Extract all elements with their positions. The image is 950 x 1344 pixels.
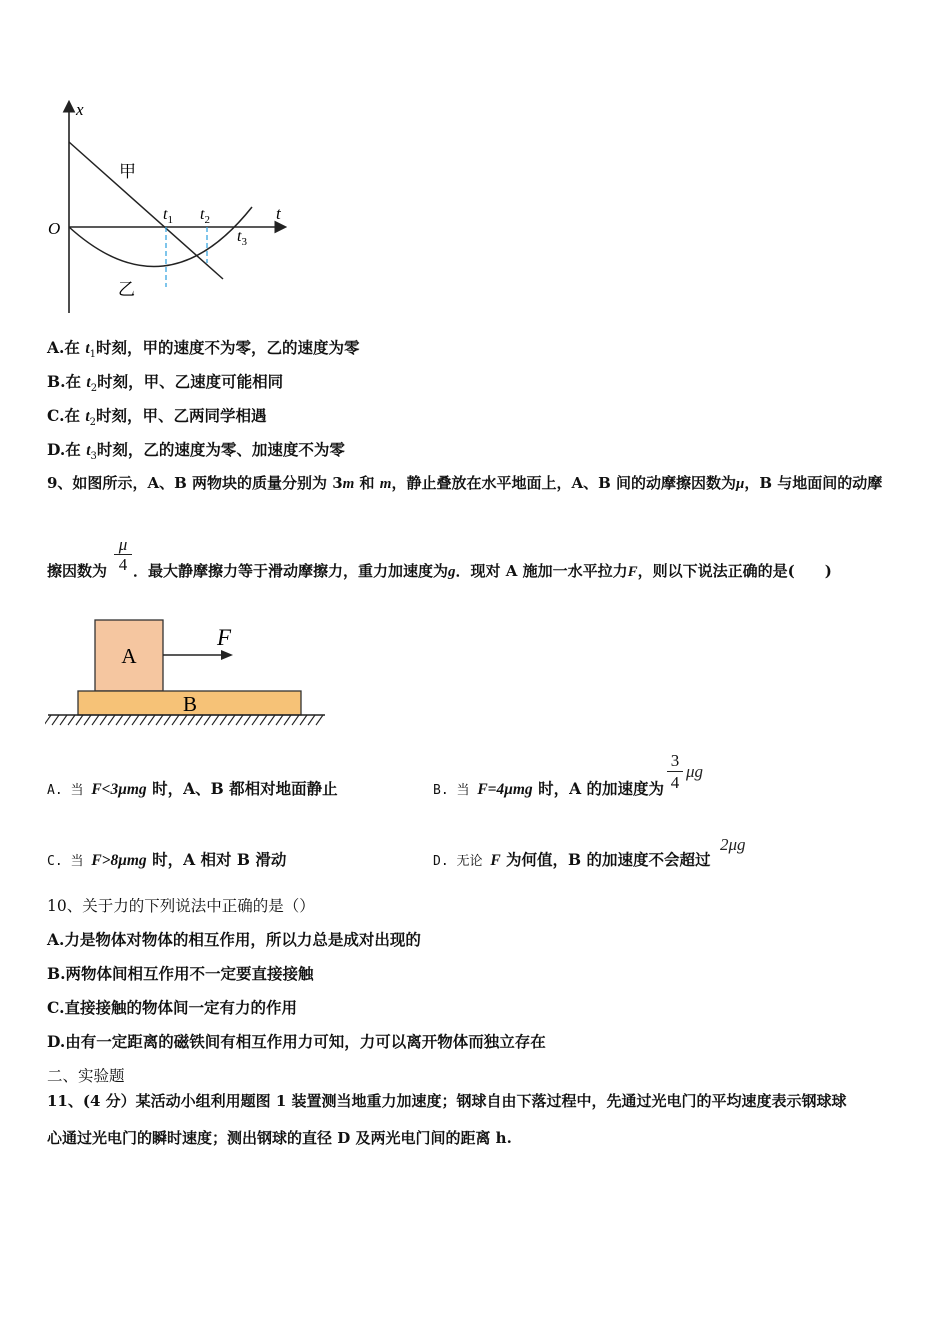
hatch-mark: [108, 715, 115, 725]
q8-option-c: C.在 $t_2$时刻，甲、乙两同学相遇: [47, 406, 267, 429]
q11-stem-line1: 11、(4 分）某活动小组利用题图 1 装置测当地重力加速度；钢球自由下落过程中，先通过光电门的平均速度表示钢球球: [47, 1092, 847, 1110]
q8-option-b: B.在 $t_2$时刻，甲、乙速度可能相同: [47, 372, 284, 395]
q9-friction-fraction: $\frac{\mu}{4}$: [114, 536, 132, 575]
q10-option-b: B.两物体间相互作用不一定要直接接触: [47, 964, 314, 983]
block-b-label: B: [182, 692, 198, 716]
hatch-mark: [196, 715, 203, 725]
hatch-mark: [140, 715, 147, 725]
jia-label: 甲: [119, 162, 136, 181]
hatch-mark: [228, 715, 235, 725]
hatch-mark: [172, 715, 179, 725]
q9-option-b: B. 当 F=4μmg 时，A 的加速度为: [433, 779, 664, 798]
hatch-mark: [68, 715, 75, 725]
q10-option-c: C.直接接触的物体间一定有力的作用: [47, 998, 297, 1017]
hatch-mark: [164, 715, 171, 725]
hatch-mark: [180, 715, 187, 725]
force-arrowhead: [221, 650, 233, 660]
hatch-mark: [316, 715, 323, 725]
yi-curve: [69, 207, 252, 267]
q9-option-b-mu-g: μg: [686, 762, 704, 781]
hatch-mark: [268, 715, 275, 725]
t1-label: $t_1$: [163, 206, 173, 226]
axis-t-label: t: [276, 204, 281, 223]
yi-label: 乙: [118, 280, 135, 299]
hatch-mark: [252, 715, 259, 725]
hatch-mark: [284, 715, 291, 725]
q9-option-d: D. 无论 F 为何值，B 的加速度不会超过: [433, 850, 711, 869]
q10-stem: 10、关于力的下列说法中正确的是（）: [47, 897, 315, 915]
hatch-mark: [124, 715, 131, 725]
xt-graph: [40, 95, 300, 320]
hatch-mark: [212, 715, 219, 725]
hatch-mark: [45, 715, 51, 725]
t2-label: $t_2$: [200, 206, 210, 226]
hatch-mark: [308, 715, 315, 725]
origin-label: O: [48, 219, 61, 238]
t3-label: $t_3$: [237, 228, 247, 248]
hatch-mark: [100, 715, 107, 725]
hatch-mark: [76, 715, 83, 725]
hatch-mark: [300, 715, 307, 725]
hatch-mark: [204, 715, 211, 725]
hatch-mark: [220, 715, 227, 725]
hatch-mark: [188, 715, 195, 725]
hatch-mark: [92, 715, 99, 725]
hatch-mark: [60, 715, 67, 725]
block-diagram: [45, 612, 330, 732]
section-heading: 二、实验题: [47, 1067, 125, 1085]
hatch-mark: [116, 715, 123, 725]
hatch-mark: [148, 715, 155, 725]
hatch-mark: [236, 715, 243, 725]
q11-stem-line2: 心通过光电门的瞬时速度；测出钢球的直径 D 及两光电门间的距离 h.: [47, 1129, 512, 1147]
q9-stem-line2: 擦因数为 ．最大静摩擦力等于滑动摩擦力，重力加速度为g．现对 A 施加一水平拉力F，则以下说法正确的是( ): [47, 562, 832, 580]
hatch-mark: [84, 715, 91, 725]
hatch-mark: [156, 715, 163, 725]
hatch-mark: [132, 715, 139, 725]
hatch-mark: [260, 715, 267, 725]
q8-option-a: A.在 $t_1$时刻，甲的速度不为零，乙的速度为零: [47, 338, 360, 361]
q9-option-a: A. 当 F<3μmg 时，A、B 都相对地面静止: [47, 779, 338, 798]
q10-option-a: A.力是物体对物体的相互作用，所以力总是成对出现的: [47, 930, 421, 949]
hatch-mark: [276, 715, 283, 725]
q10-option-d: D.由有一定距离的磁铁间有相互作用力可知，力可以离开物体而独立存在: [47, 1032, 546, 1051]
q9-option-b-fraction: $\frac{3}{4}$: [667, 750, 683, 794]
block-a-label: A: [121, 644, 137, 668]
q9-option-d-2mu-g: 2μg: [720, 835, 746, 854]
axis-x-label: x: [76, 100, 84, 119]
force-label: F: [217, 625, 232, 650]
q8-option-d: D.在 $t_3$时刻，乙的速度为零、加速度不为零: [47, 440, 345, 463]
q9-option-c: C. 当 F>8μmg 时，A 相对 B 滑动: [47, 850, 287, 869]
q9-stem-line1: 9、如图所示，A、B 两物块的质量分别为 3m 和 m，静止叠放在水平地面上，A、B 间的动摩擦因数为μ，B 与地面间的动摩: [47, 474, 883, 492]
hatch-mark: [52, 715, 59, 725]
ground-hatching: [45, 715, 323, 725]
hatch-mark: [244, 715, 251, 725]
hatch-mark: [292, 715, 299, 725]
